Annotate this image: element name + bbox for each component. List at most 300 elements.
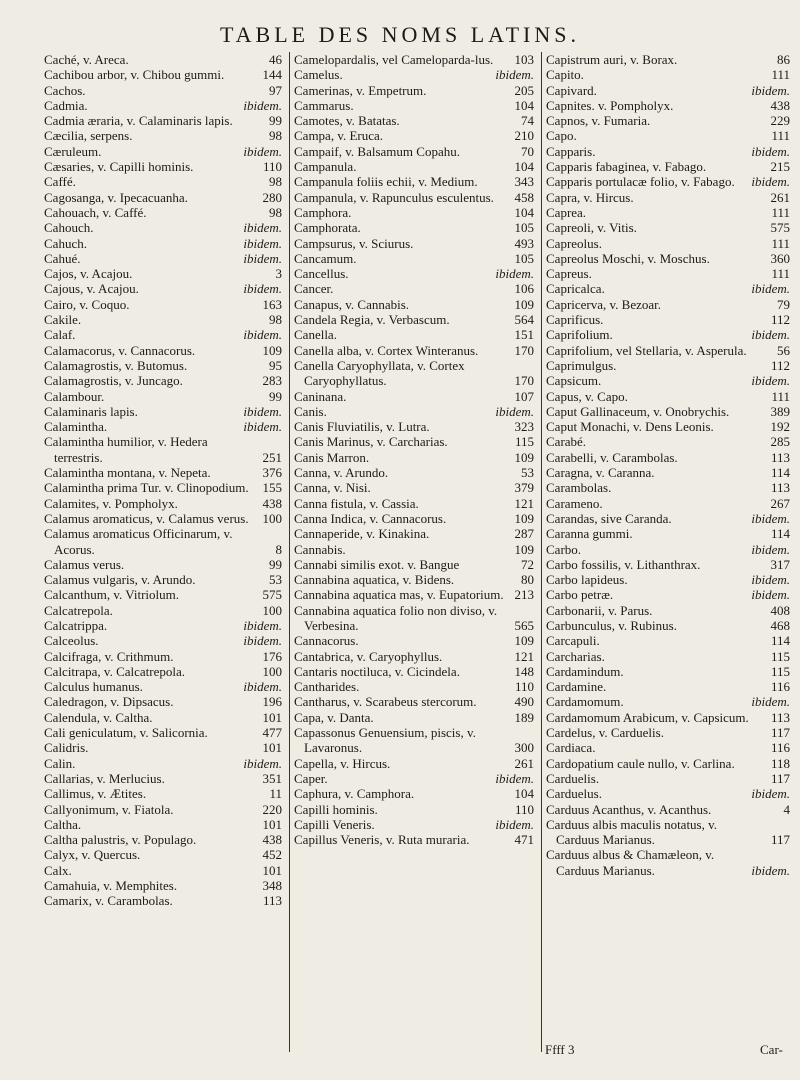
entry-page: ibidem. xyxy=(751,281,790,297)
index-entry xyxy=(44,664,282,679)
entry-page: 575 xyxy=(262,587,282,603)
entry-page: 104 xyxy=(514,786,534,802)
index-entry xyxy=(294,633,534,648)
entry-term: Capreus. xyxy=(546,266,592,282)
entry-page: 113 xyxy=(770,709,790,725)
entry-term: Cannabina aquatica, v. Bidens. xyxy=(294,572,455,588)
entry-term: Calcitrapa, v. Calcatrepola. xyxy=(44,663,186,679)
entry-term: Cæsaries, v. Capilli hominis. xyxy=(44,159,194,175)
index-entry xyxy=(44,251,282,266)
index-entry xyxy=(294,190,534,205)
entry-page: 348 xyxy=(262,878,282,894)
entry-page: 251 xyxy=(262,449,282,465)
entry-term: Calcatrepola. xyxy=(44,602,113,618)
index-entry xyxy=(546,664,790,679)
entry-term: Camerinas, v. Empetrum. xyxy=(294,82,427,98)
entry-page: 280 xyxy=(262,189,282,205)
entry-page: 389 xyxy=(770,403,790,419)
entry-term: Cardamomum. xyxy=(546,694,624,710)
entry-term: Capito. xyxy=(546,67,584,83)
index-entry xyxy=(294,144,534,159)
index-entry xyxy=(546,572,790,587)
entry-page: 323 xyxy=(514,419,534,435)
entry-term: Capilli Veneris. xyxy=(294,816,375,832)
entry-term: Cahué. xyxy=(44,250,81,266)
entry-page: 98 xyxy=(269,204,282,220)
entry-term: Calamites, v. Pompholyx. xyxy=(44,495,178,511)
entry-page: 56 xyxy=(777,342,790,358)
entry-page: 110 xyxy=(514,679,534,695)
entry-term: Capreolus Moschi, v. Moschus. xyxy=(546,250,710,266)
index-entry xyxy=(546,649,790,664)
entry-term: Cannabi similis exot. v. Bangue xyxy=(294,556,460,572)
index-entry xyxy=(546,312,790,327)
index-entry xyxy=(44,281,282,296)
entry-page: 111 xyxy=(771,128,790,144)
entry-term: Cakile. xyxy=(44,312,82,328)
entry-term: Caledragon, v. Dipsacus. xyxy=(44,694,174,710)
entry-page: 107 xyxy=(514,388,534,404)
entry-page: 300 xyxy=(514,740,534,756)
index-entry xyxy=(294,832,534,847)
entry-term: Calculus humanus. xyxy=(44,679,143,695)
index-entry xyxy=(294,694,534,709)
index-entry xyxy=(546,526,790,541)
entry-page: 99 xyxy=(269,388,282,404)
entry-page: ibidem. xyxy=(243,755,282,771)
entry-term: Callyonimum, v. Fiatola. xyxy=(44,801,174,817)
entry-term: Carabé. xyxy=(546,434,587,450)
entry-page: 283 xyxy=(262,373,282,389)
entry-term: Cardopatium caule nullo, v. Carlina. xyxy=(546,755,735,771)
entry-term: Capparis fabaginea, v. Fabago. xyxy=(546,159,707,175)
entry-page: 104 xyxy=(514,204,534,220)
column-divider xyxy=(289,52,290,1052)
index-entry xyxy=(44,557,282,572)
entry-term: Canna Indica, v. Cannacorus. xyxy=(294,510,447,526)
index-entry xyxy=(294,205,534,220)
entry-term: Callarias, v. Merlucius. xyxy=(44,770,165,786)
entry-term: Capa, v. Danta. xyxy=(294,709,374,725)
entry-page: ibidem. xyxy=(495,403,534,419)
index-entry xyxy=(294,297,534,312)
entry-page: 98 xyxy=(269,128,282,144)
entry-page: 79 xyxy=(777,296,790,312)
entry-page: ibidem. xyxy=(751,786,790,802)
entry-page: 114 xyxy=(770,465,790,481)
index-entry xyxy=(294,664,534,679)
entry-term: Cæcilia, serpens. xyxy=(44,128,133,144)
entry-page: 151 xyxy=(514,327,534,343)
index-entry xyxy=(294,679,534,694)
index-entry xyxy=(44,190,282,205)
index-entry xyxy=(546,343,790,358)
entry-page: 98 xyxy=(269,174,282,190)
index-column-2 xyxy=(294,52,534,847)
index-entry xyxy=(546,817,790,848)
entry-page: 210 xyxy=(514,128,534,144)
entry-page: 100 xyxy=(262,663,282,679)
entry-term: Canella. xyxy=(294,327,337,343)
index-entry xyxy=(546,98,790,113)
entry-page: 565 xyxy=(514,617,534,633)
entry-term: Calamus aromaticus Officinarum, v. Acorus. xyxy=(44,526,233,557)
index-column-3 xyxy=(546,52,790,878)
entry-page: 109 xyxy=(514,510,534,526)
entry-page: 101 xyxy=(262,709,282,725)
index-entry xyxy=(546,236,790,251)
index-entry xyxy=(294,67,534,82)
signature-mark: Ffff 3 xyxy=(545,1042,575,1057)
index-entry xyxy=(546,511,790,526)
entry-page: 80 xyxy=(521,572,534,588)
entry-term: Caput Monachi, v. Dens Leonis. xyxy=(546,419,714,435)
index-entry xyxy=(546,618,790,633)
index-entry xyxy=(546,251,790,266)
index-entry xyxy=(44,159,282,174)
entry-term: Calambour. xyxy=(44,388,105,404)
index-entry xyxy=(546,633,790,648)
entry-page: ibidem. xyxy=(751,862,790,878)
entry-term: Capnos, v. Fumaria. xyxy=(546,113,651,129)
index-entry xyxy=(44,373,282,388)
entry-page: 458 xyxy=(514,189,534,205)
entry-page: 97 xyxy=(269,82,282,98)
entry-page: ibidem. xyxy=(243,419,282,435)
index-entry xyxy=(546,710,790,725)
index-entry xyxy=(546,542,790,557)
index-entry xyxy=(294,511,534,526)
entry-page: 176 xyxy=(262,648,282,664)
index-entry xyxy=(546,603,790,618)
index-entry xyxy=(294,98,534,113)
index-entry xyxy=(44,725,282,740)
entry-page: 189 xyxy=(514,709,534,725)
entry-term: Cantabrica, v. Caryophyllus. xyxy=(294,648,443,664)
entry-page: ibidem. xyxy=(751,143,790,159)
entry-term: Carcapuli. xyxy=(546,633,600,649)
index-entry xyxy=(44,220,282,235)
entry-page: 105 xyxy=(514,250,534,266)
index-entry xyxy=(546,756,790,771)
entry-term: Camahuia, v. Memphites. xyxy=(44,878,178,894)
index-entry xyxy=(546,419,790,434)
entry-term: Carduelis. xyxy=(546,770,600,786)
index-columns xyxy=(44,52,792,1072)
index-entry xyxy=(44,710,282,725)
entry-page: 213 xyxy=(514,587,534,603)
index-entry xyxy=(294,802,534,817)
index-entry xyxy=(546,358,790,373)
entry-term: Cammarus. xyxy=(294,97,354,113)
entry-page: 112 xyxy=(770,312,790,328)
index-entry xyxy=(44,526,282,557)
entry-term: Calamacorus, v. Cannacorus. xyxy=(44,342,196,358)
entry-term: Campanula foliis echii, v. Medium. xyxy=(294,174,478,190)
entry-page: ibidem. xyxy=(243,679,282,695)
entry-page: ibidem. xyxy=(751,587,790,603)
index-entry xyxy=(294,496,534,511)
entry-page: ibidem. xyxy=(243,327,282,343)
entry-term: Calamintha prima Tur. v. Clinopodium. xyxy=(44,480,249,496)
entry-term: Carbo lapideus. xyxy=(546,572,628,588)
index-entry xyxy=(44,434,282,465)
entry-page: 575 xyxy=(770,220,790,236)
entry-term: Cannaperide, v. Kinakina. xyxy=(294,526,430,542)
entry-term: Caprificus. xyxy=(546,312,604,328)
entry-term: Canapus, v. Cannabis. xyxy=(294,296,410,312)
index-entry xyxy=(546,220,790,235)
entry-page: 118 xyxy=(770,755,790,771)
entry-page: 192 xyxy=(770,419,790,435)
index-entry xyxy=(294,557,534,572)
entry-term: Canella Caryophyllata, v. Cortex Caryophyllatus. xyxy=(294,357,465,389)
index-entry xyxy=(294,281,534,296)
entry-term: Calcanthum, v. Vitriolum. xyxy=(44,587,179,603)
entry-term: Calamagrostis, v. Juncago. xyxy=(44,373,183,389)
index-entry xyxy=(44,817,282,832)
index-entry xyxy=(546,389,790,404)
entry-term: Cannabis. xyxy=(294,541,346,557)
index-entry xyxy=(44,679,282,694)
index-entry xyxy=(44,144,282,159)
entry-page: 109 xyxy=(514,541,534,557)
entry-page: 471 xyxy=(514,832,534,848)
entry-term: Cahouach, v. Caffé. xyxy=(44,204,147,220)
entry-term: Canis Marinus, v. Carcharias. xyxy=(294,434,448,450)
index-entry xyxy=(294,526,534,541)
entry-term: Caragna, v. Caranna. xyxy=(546,465,655,481)
entry-page: 111 xyxy=(771,204,790,220)
index-entry xyxy=(44,771,282,786)
index-entry xyxy=(44,266,282,281)
entry-page: 113 xyxy=(770,480,790,496)
entry-term: Canna, v. Arundo. xyxy=(294,465,389,481)
entry-page: 220 xyxy=(262,801,282,817)
entry-term: Calceolus. xyxy=(44,633,99,649)
index-entry xyxy=(546,373,790,388)
entry-page: 115 xyxy=(770,648,790,664)
index-entry xyxy=(546,847,790,878)
entry-term: Campa, v. Eruca. xyxy=(294,128,384,144)
entry-page: ibidem. xyxy=(243,220,282,236)
entry-term: Cantharus, v. Scarabeus stercorum. xyxy=(294,694,477,710)
entry-term: Calendula, v. Caltha. xyxy=(44,709,153,725)
entry-page: 351 xyxy=(262,770,282,786)
index-entry xyxy=(546,404,790,419)
entry-term: Caphura, v. Camphora. xyxy=(294,786,415,802)
entry-page: 117 xyxy=(770,725,790,741)
entry-term: Cardelus, v. Carduelis. xyxy=(546,725,664,741)
entry-page: 490 xyxy=(514,694,534,710)
index-entry xyxy=(546,557,790,572)
entry-term: Capricalca. xyxy=(546,281,605,297)
entry-page: 105 xyxy=(514,220,534,236)
entry-term: Callimus, v. Ætites. xyxy=(44,786,147,802)
index-entry xyxy=(546,786,790,801)
index-entry xyxy=(546,587,790,602)
entry-term: Cardiaca. xyxy=(546,740,596,756)
entry-page: 215 xyxy=(770,159,790,175)
entry-term: Calamus verus. xyxy=(44,556,125,572)
entry-page: 86 xyxy=(777,52,790,67)
entry-term: Caltha. xyxy=(44,816,82,832)
entry-term: Capnites. v. Pompholyx. xyxy=(546,97,674,113)
entry-page: ibidem. xyxy=(751,327,790,343)
entry-page: 121 xyxy=(514,495,534,511)
entry-page: 261 xyxy=(770,189,790,205)
index-entry xyxy=(44,113,282,128)
entry-term: Cancellus. xyxy=(294,266,349,282)
entry-term: Campaif, v. Balsamum Copahu. xyxy=(294,143,460,159)
index-entry xyxy=(546,434,790,449)
entry-term: Cadmia. xyxy=(44,97,88,113)
index-entry xyxy=(44,603,282,618)
index-entry xyxy=(44,174,282,189)
index-entry xyxy=(44,327,282,342)
entry-page: ibidem. xyxy=(243,617,282,633)
entry-term: Calidris. xyxy=(44,740,89,756)
entry-page: 103 xyxy=(514,52,534,67)
index-entry xyxy=(44,633,282,648)
entry-page: 113 xyxy=(770,449,790,465)
index-entry xyxy=(546,144,790,159)
entry-term: Carcharias. xyxy=(546,648,605,664)
index-entry xyxy=(294,159,534,174)
index-entry xyxy=(294,83,534,98)
entry-term: Capparis portulacæ folio, v. Fabago. xyxy=(546,174,735,190)
entry-term: Capricerva, v. Bezoar. xyxy=(546,296,662,312)
entry-term: Carbo fossilis, v. Lithanthrax. xyxy=(546,556,701,572)
entry-term: Caper. xyxy=(294,770,328,786)
entry-term: Canis Fluviatilis, v. Lutra. xyxy=(294,419,430,435)
entry-page: 287 xyxy=(514,526,534,542)
entry-term: Caninana. xyxy=(294,388,347,404)
index-entry xyxy=(294,756,534,771)
entry-term: Cachibou arbor, v. Chibou gummi. xyxy=(44,67,225,83)
index-entry xyxy=(294,603,534,634)
entry-term: Carduus albus & Chamæleon, v. Carduus Marianus. xyxy=(546,847,715,878)
entry-page: ibidem. xyxy=(751,694,790,710)
entry-term: Carduelus. xyxy=(546,786,602,802)
entry-term: Caput Gallinaceum, v. Onobrychis. xyxy=(546,403,730,419)
entry-page: ibidem. xyxy=(243,633,282,649)
entry-page: 196 xyxy=(262,694,282,710)
column-divider xyxy=(541,52,542,1052)
index-entry xyxy=(294,419,534,434)
entry-term: Capsicum. xyxy=(546,373,602,389)
index-entry xyxy=(294,220,534,235)
index-entry xyxy=(44,802,282,817)
entry-term: Calyx, v. Quercus. xyxy=(44,847,141,863)
entry-term: Capella, v. Hircus. xyxy=(294,755,391,771)
entry-term: Capivard. xyxy=(546,82,597,98)
index-entry xyxy=(546,113,790,128)
entry-page: 11 xyxy=(269,786,282,802)
index-entry xyxy=(44,465,282,480)
index-entry xyxy=(546,128,790,143)
index-entry xyxy=(294,236,534,251)
index-entry xyxy=(546,83,790,98)
index-entry xyxy=(44,572,282,587)
index-entry xyxy=(294,450,534,465)
index-entry xyxy=(44,740,282,755)
index-entry xyxy=(294,312,534,327)
index-entry xyxy=(44,358,282,373)
entry-term: Cahuch. xyxy=(44,235,87,251)
entry-term: Cardamine. xyxy=(546,679,607,695)
index-entry xyxy=(546,465,790,480)
entry-term: Caltha palustris, v. Populago. xyxy=(44,832,197,848)
index-entry xyxy=(44,587,282,602)
entry-term: Capreolus. xyxy=(546,235,602,251)
index-entry xyxy=(546,281,790,296)
entry-term: Canis. xyxy=(294,403,327,419)
entry-page: 121 xyxy=(514,648,534,664)
entry-term: Carameno. xyxy=(546,495,603,511)
entry-term: Capistrum auri, v. Borax. xyxy=(546,52,678,67)
entry-term: Caprifolium. xyxy=(546,327,613,343)
index-entry xyxy=(44,878,282,893)
index-entry xyxy=(294,817,534,832)
entry-term: Carduus Acanthus, v. Acanthus. xyxy=(546,801,712,817)
entry-page: 113 xyxy=(262,893,282,909)
entry-term: Calamagrostis, v. Butomus. xyxy=(44,357,188,373)
entry-page: 114 xyxy=(770,633,790,649)
index-entry xyxy=(44,297,282,312)
index-entry xyxy=(546,480,790,495)
entry-page: 261 xyxy=(514,755,534,771)
index-entry xyxy=(546,740,790,755)
entry-page: 111 xyxy=(771,266,790,282)
index-entry xyxy=(546,679,790,694)
entry-page: 111 xyxy=(771,235,790,251)
entry-term: Calamintha montana, v. Nepeta. xyxy=(44,465,211,481)
entry-term: Capillus Veneris, v. Ruta muraria. xyxy=(294,832,470,848)
index-entry xyxy=(44,786,282,801)
entry-term: Cannabina aquatica folio non diviso, v. Verbesina. xyxy=(294,602,498,633)
entry-term: Campanula. xyxy=(294,159,357,175)
entry-term: Camelus. xyxy=(294,67,343,83)
entry-term: Camphora. xyxy=(294,204,352,220)
index-entry xyxy=(546,496,790,511)
entry-page: 101 xyxy=(262,816,282,832)
entry-page: 438 xyxy=(262,495,282,511)
entry-term: Cagosanga, v. Ipecacuanha. xyxy=(44,189,188,205)
entry-page: ibidem. xyxy=(751,541,790,557)
entry-term: Cannacorus. xyxy=(294,633,359,649)
index-entry xyxy=(44,67,282,82)
entry-page: 115 xyxy=(514,434,534,450)
entry-page: ibidem. xyxy=(495,770,534,786)
entry-page: 170 xyxy=(514,373,534,389)
index-entry xyxy=(546,297,790,312)
entry-term: Cajos, v. Acajou. xyxy=(44,266,133,282)
index-entry xyxy=(44,98,282,113)
entry-term: Capassonus Genuensium, piscis, v. Lavaronus. xyxy=(294,725,476,756)
entry-term: Cantharides. xyxy=(294,679,360,695)
entry-term: Cahouch. xyxy=(44,220,94,236)
entry-page: 229 xyxy=(770,113,790,129)
index-entry xyxy=(546,159,790,174)
index-entry xyxy=(44,128,282,143)
entry-term: Cannabina aquatica mas, v. Eupatorium. xyxy=(294,587,504,603)
entry-page: 116 xyxy=(770,679,790,695)
entry-page: ibidem. xyxy=(751,373,790,389)
index-entry xyxy=(294,434,534,449)
entry-term: Calamintha humilior, v. Hedera terrestris. xyxy=(44,434,208,465)
index-entry xyxy=(294,327,534,342)
